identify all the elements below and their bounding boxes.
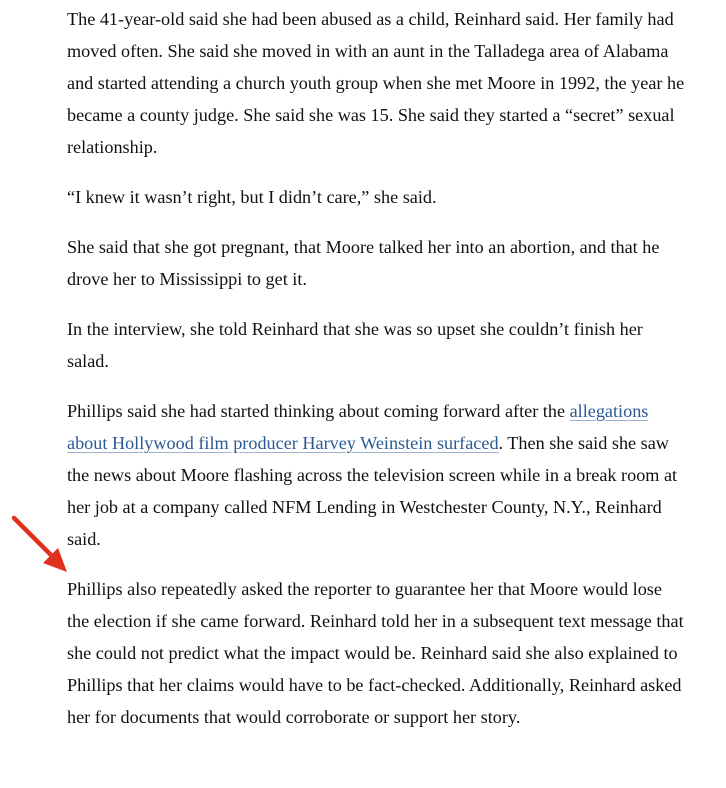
paragraph-quote: “I knew it wasn’t right, but I didn’t care,” she said.: [67, 187, 437, 207]
weinstein-allegations-link[interactable]: allegations about Hollywood film producer Harvey Weinstein surfaced: [67, 401, 649, 453]
paragraph-pregnancy: She said that she got pregnant, that Moore talked her into an abortion, and that he drove her to Mississippi to get it.: [67, 237, 660, 289]
paragraph-text-before-link: Phillips said she had started thinking about coming forward after the: [67, 401, 570, 421]
paragraph-abuse-background: The 41-year-old said she had been abused as a child, Reinhard said. Her family had moved often. She said she moved in with an aunt in the Talladega area of Alabama and started attending a church youth group when she met Moore in 1992, the year he became a county judge. She said she was 15. She said they started a “secret” sexual relationship.: [67, 9, 685, 157]
red-arrow-icon: [8, 512, 74, 578]
paragraph-coming-forward: [67, 395, 687, 555]
article-body: [67, 3, 687, 751]
paragraph-interview: In the interview, she told Reinhard that she was so upset she couldn’t finish her salad.: [67, 319, 643, 371]
paragraph-highlighted-guarantee: Phillips also repeatedly asked the reporter to guarantee her that Moore would lose the election if she came forward. Reinhard told her in a subsequent text message that she could not predict what the impact would be. Reinhard said she also explained to Phillips that her claims would have to be fact-checked. Additionally, Reinhard asked her for documents that would corroborate or support her story.: [67, 579, 684, 727]
paragraph-text-after-link: . Then she said she saw the news about Moore flashing across the television screen while in a break room at her job at a company called NFM Lending in Westchester County, N.Y., Reinhard said.: [67, 433, 678, 549]
